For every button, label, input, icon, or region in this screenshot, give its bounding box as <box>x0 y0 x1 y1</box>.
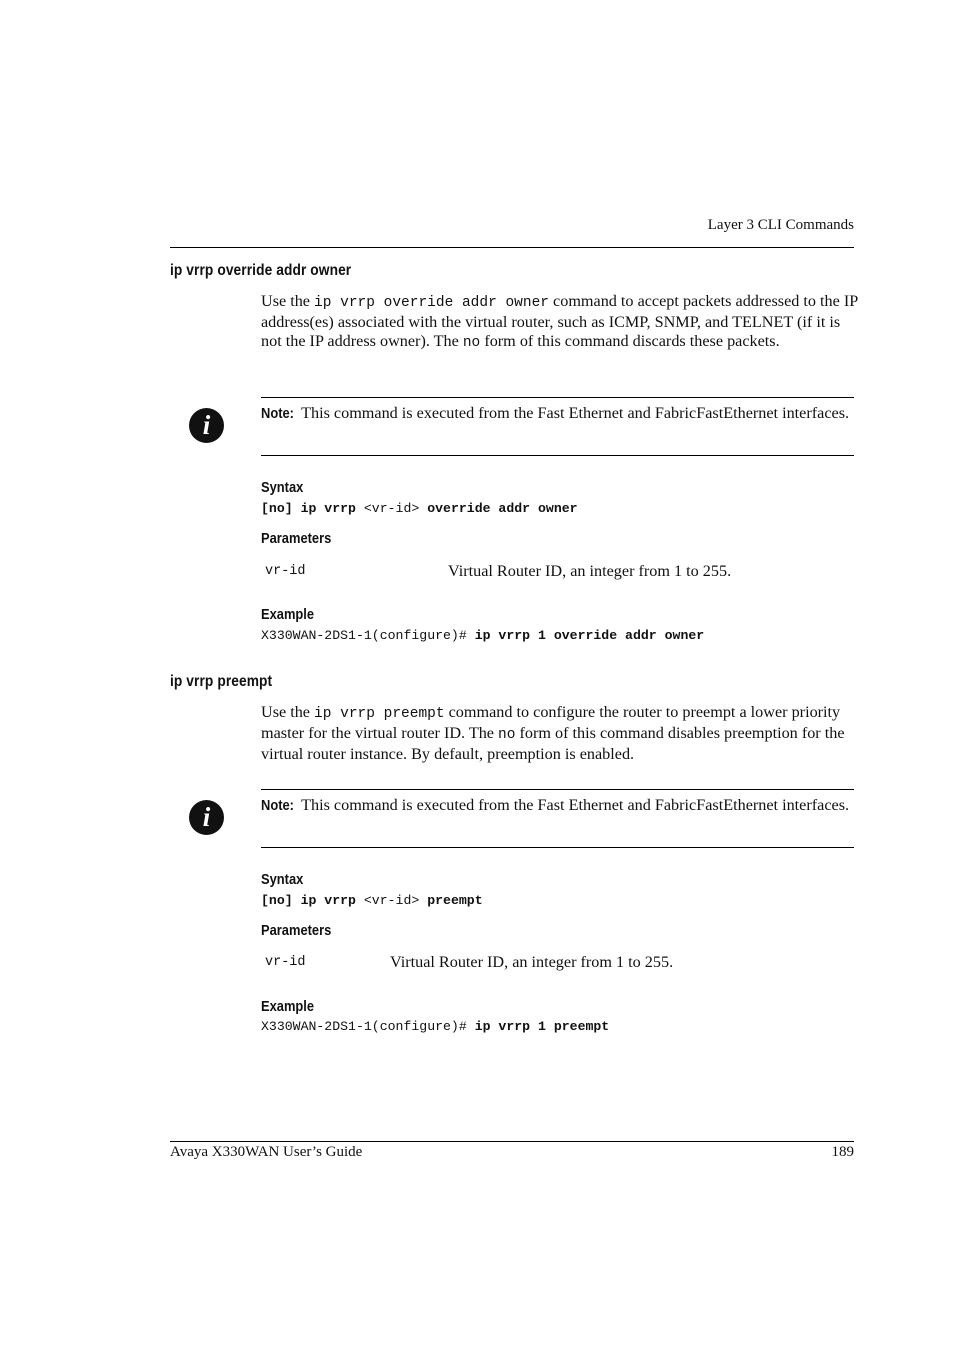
example-line: X330WAN-2DS1-1(configure)# ip vrrp 1 preempt <box>261 1019 610 1034</box>
syntax-heading: Syntax <box>261 479 304 496</box>
syntax-line: [no] ip vrrp <vr-id> override addr owner <box>261 501 578 516</box>
param-name: vr-id <box>265 564 306 579</box>
example-line: X330WAN-2DS1-1(configure)# ip vrrp 1 override addr owner <box>261 628 705 643</box>
inline-no: no <box>498 727 516 743</box>
note-override <box>261 404 851 423</box>
note-label: Note: <box>261 405 294 422</box>
inline-command: ip vrrp override addr owner <box>314 295 549 311</box>
section-intro-preempt: Use the ip vrrp preempt command to configure the router to preempt a lower priority master for the virtual router ID. The no form of this command disables preemption for the virtual router instance. By default, preemption is enabled. <box>261 703 845 763</box>
param-name: vr-id <box>265 955 306 970</box>
parameters-heading: Parameters <box>261 922 332 939</box>
section-title-preempt: ip vrrp preempt <box>170 673 273 690</box>
footer-book-title: Avaya X330WAN User’s Guide <box>170 1144 363 1160</box>
info-icon: i <box>189 800 224 835</box>
note-bottom-rule <box>261 847 854 848</box>
note-text: This command is executed from the Fast Ethernet and FabricFastEthernet interfaces. <box>301 404 850 422</box>
note-top-rule <box>261 397 854 398</box>
footer-rule <box>170 1141 854 1142</box>
inline-command: ip vrrp preempt <box>314 706 445 722</box>
example-heading: Example <box>261 606 315 623</box>
inline-no: no <box>462 335 481 351</box>
section-title-override: ip vrrp override addr owner <box>170 262 352 279</box>
page-number: 189 <box>831 1144 854 1160</box>
note-text: This command is executed from the Fast Ethernet and FabricFastEthernet interfaces. <box>301 796 850 814</box>
param-description: Virtual Router ID, an integer from 1 to 255. <box>390 953 674 971</box>
header-rule <box>170 247 854 248</box>
info-icon: i <box>189 408 224 443</box>
example-heading: Example <box>261 998 315 1015</box>
note-top-rule <box>261 789 854 790</box>
section-intro-override: Use the ip vrrp override addr owner command to accept packets addressed to the IP address(es) associated with the virtual router, such as ICMP, SNMP, and TELNET (if it is not the IP address owner). The no form of this command discards these packets. <box>261 292 858 351</box>
param-description: Virtual Router ID, an integer from 1 to 255. <box>448 562 732 580</box>
syntax-line: [no] ip vrrp <vr-id> preempt <box>261 893 483 908</box>
syntax-heading: Syntax <box>261 871 304 888</box>
note-bottom-rule <box>261 455 854 456</box>
running-header: Layer 3 CLI Commands <box>707 217 854 233</box>
parameters-heading: Parameters <box>261 530 332 547</box>
note-label: Note: <box>261 797 294 814</box>
note-preempt <box>261 796 851 815</box>
